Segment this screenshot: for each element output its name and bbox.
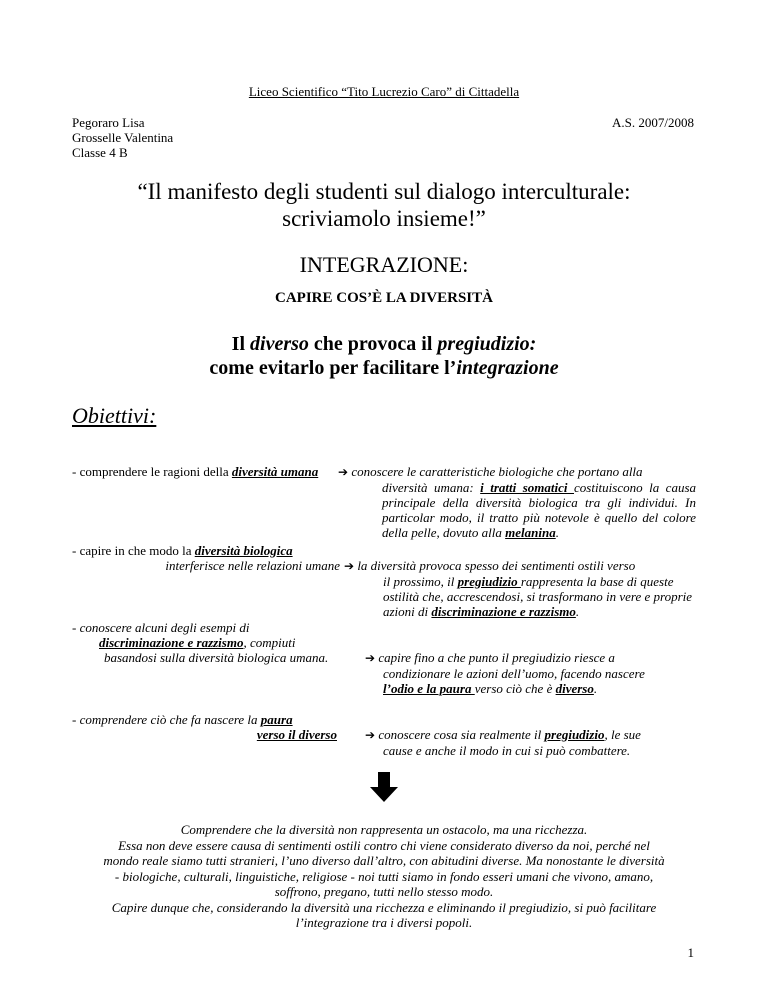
objective-keyword: pregiudizio — [544, 727, 605, 742]
subtitle-text: come evitarlo per facilitare l’ — [209, 357, 457, 379]
objective-4-left — [72, 712, 337, 742]
objective-4-right — [365, 727, 705, 758]
objective-keyword: i tratti somatici — [480, 480, 574, 495]
objective-text: conoscere cosa sia realmente il — [378, 727, 545, 742]
author-2: Grosselle Valentina — [72, 130, 174, 145]
conclusion-line: - biologiche, culturali, linguistiche, religiose - noi tutti siamo in fondo esseri umani che vivono, amano, — [114, 868, 654, 884]
objective-1-right — [338, 464, 696, 540]
school-year: A.S. 2007/2008 — [612, 115, 694, 130]
objective-keyword: melanina — [505, 525, 556, 540]
subtitle-line-1 — [0, 332, 768, 356]
arrow-right-icon: ➔ — [344, 559, 355, 573]
subtitle-emphasis: pregiudizio: — [437, 333, 537, 355]
subtitle-emphasis: diverso — [250, 333, 309, 355]
objective-text: costituiscono la causa principale della diversità biologica tra gli individui. In particolar modo, il tratto più notevole è quello del colore della pelle, dovuto alla — [382, 480, 696, 540]
conclusion-paragraph — [60, 822, 708, 931]
objective-text: . — [575, 604, 580, 619]
objective-text: - conoscere alcuni degli esempi di — [72, 620, 250, 635]
main-title-line-2: scriviamolo insieme!” — [282, 206, 486, 231]
objective-text: il prossimo, il — [383, 574, 458, 589]
conclusion-line: mondo reale siamo tutti stranieri, l’uno diverso dall’altro, con abitudini diverse. Ma nonostante le diversità — [103, 853, 665, 868]
page-number: 1 — [687, 945, 694, 960]
school-name: Liceo Scientifico “Tito Lucrezio Caro” di Cittadella — [248, 84, 520, 99]
conclusion-line: soffrono, pregano, tutti nello stesso modo. — [274, 884, 494, 899]
objective-3-right — [365, 650, 705, 696]
authors-block — [72, 115, 173, 160]
objective-text: verso ciò che è — [474, 681, 556, 696]
conclusion-line: Essa non deve essere causa di sentimenti ostili contro chi viene considerato diverso da noi, perché nel — [118, 837, 650, 853]
objective-text: rappresenta la base di queste ostilità che, accrescendosi, si trasformano in vere e proprie azioni di — [383, 574, 693, 619]
arrow-right-icon: ➔ — [338, 465, 349, 479]
objective-text: - comprendere ciò che fa nascere la — [72, 712, 261, 727]
objective-keyword: discriminazione e razzismo — [431, 604, 576, 619]
objectives-heading: Obiettivi: — [72, 403, 157, 428]
objective-keyword: pregiudizio — [457, 574, 521, 589]
objective-text: condizionare le azioni dell’uomo, facendo nascere — [383, 666, 645, 681]
section-heading: INTEGRAZIONE: — [299, 252, 469, 277]
objective-text: capire fino a che punto il pregiudizio riesce a — [378, 650, 615, 665]
subsection-heading: CAPIRE COS’È LA DIVERSITÀ — [275, 290, 493, 306]
objective-text: basandosi sulla diversità biologica umana. — [104, 650, 329, 665]
objective-keyword: paura — [260, 712, 293, 727]
objective-keyword: discriminazione e razzismo — [99, 635, 244, 650]
objective-1-left — [72, 464, 337, 479]
arrow-right-icon: ➔ — [365, 728, 376, 742]
objective-keyword: diversità umana — [231, 464, 319, 479]
objective-text: conoscere le caratteristiche biologiche che portano alla — [351, 464, 643, 479]
objective-text: interferisce nelle relazioni umane — [165, 558, 340, 573]
arrow-down-icon — [369, 772, 399, 802]
objective-text: . — [555, 525, 559, 540]
objective-text: - capire in che modo la — [72, 543, 195, 558]
main-title-line-1: “Il manifesto degli studenti sul dialogo interculturale: — [137, 179, 631, 204]
objective-keyword: diverso — [555, 681, 594, 696]
objective-text: cause e anche il modo in cui si può combattere. — [383, 743, 631, 758]
objective-text: , compiuti — [243, 635, 296, 650]
objective-text: la diversità provoca spesso dei sentimenti ostili verso — [357, 558, 636, 573]
objective-text: . — [593, 681, 598, 696]
objective-3-left — [72, 620, 347, 665]
objective-keyword: l’odio e la paura — [383, 681, 475, 696]
conclusion-line: Comprendere che la diversità non rappresenta un ostacolo, ma una ricchezza. — [180, 822, 588, 837]
conclusion-line: Capire dunque che, considerando la diversità una ricchezza e eliminando il pregiudizio, si può facilitare — [111, 899, 657, 915]
subtitle-text: Il — [231, 333, 251, 355]
main-title — [0, 178, 768, 232]
objective-text: diversità umana: — [382, 480, 481, 495]
objective-text: - comprendere le ragioni della — [72, 464, 232, 479]
objective-text: , le sue — [604, 727, 641, 742]
author-1: Pegoraro Lisa — [72, 115, 145, 130]
class-label: Classe 4 B — [72, 145, 128, 160]
conclusion-line: l’integrazione tra i diversi popoli. — [295, 915, 473, 930]
subtitle-emphasis: integrazione — [456, 357, 559, 379]
subtitle-line-2 — [0, 356, 768, 380]
subtitle-text: che provoca il — [308, 333, 438, 355]
objective-2-right — [344, 558, 699, 619]
objective-keyword: diversità biologica — [194, 543, 293, 558]
arrow-right-icon: ➔ — [365, 651, 376, 665]
objective-keyword: verso il diverso — [256, 727, 337, 742]
objective-2-left — [72, 543, 340, 573]
subtitle — [0, 332, 768, 380]
